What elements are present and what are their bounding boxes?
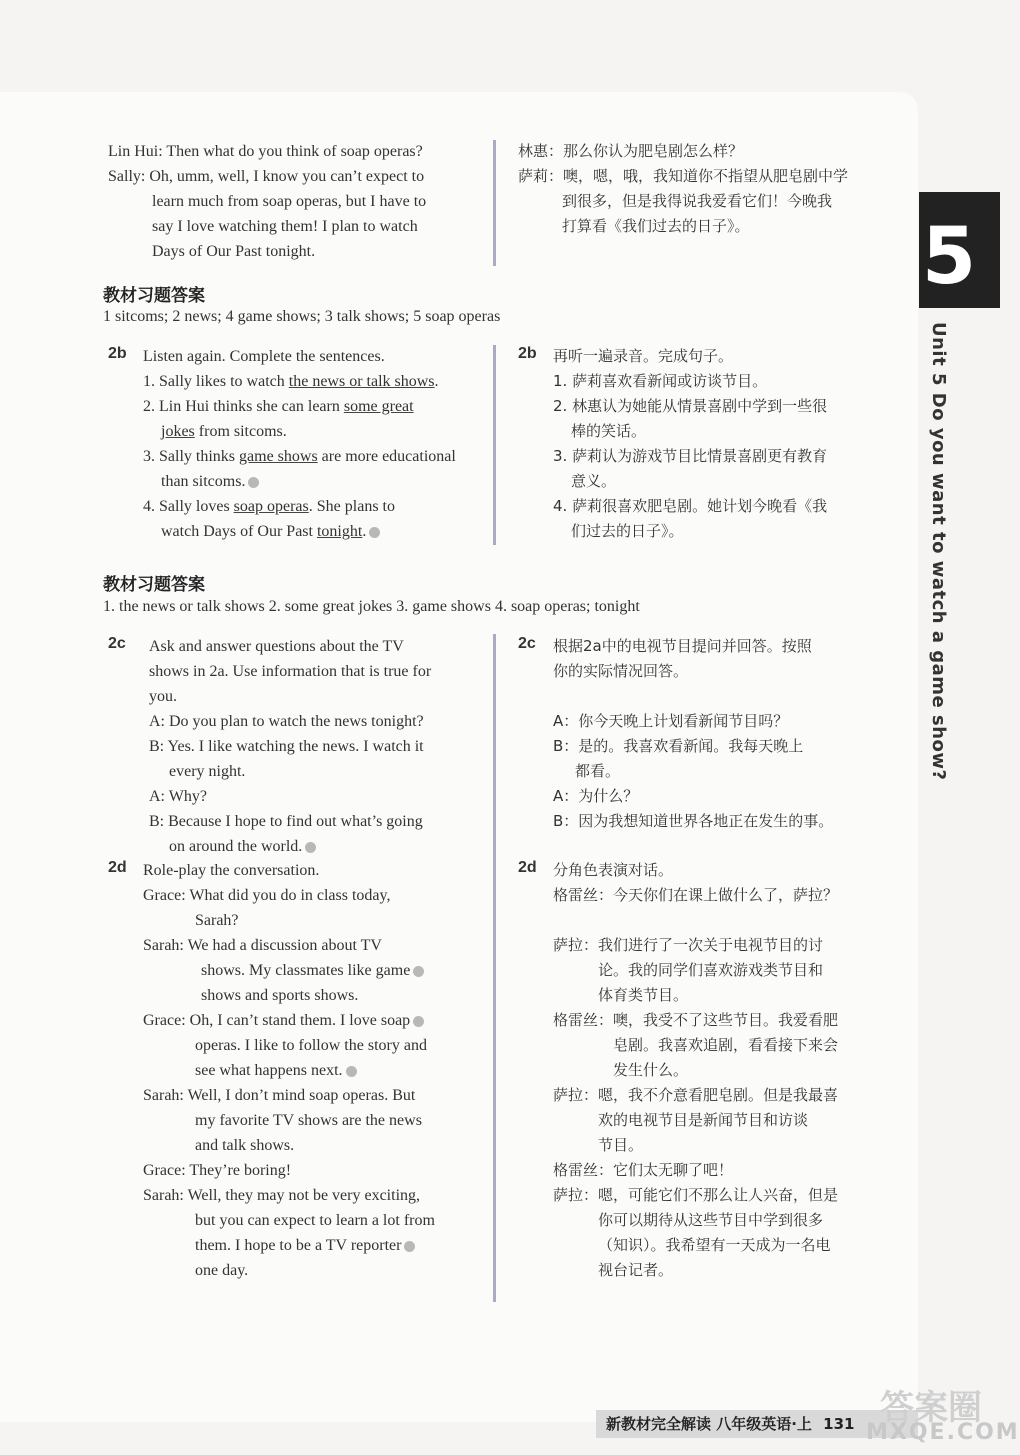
page-number: 131 bbox=[823, 1415, 855, 1433]
exercise-2d-zh: 分角色表演对话。 格雷丝：今天你们在课上做什么了，萨拉？ 萨拉：我们进行了一次关于电视节目的讨 论。我的同学们喜欢游戏类节目和 体育类节目。 格雷丝：噢，我受不了这些节目。我爱看肥 皂剧。我喜欢追剧，看看接下来会 发生什么。 萨拉：嗯，我不介意看肥皂剧。但是我最喜 欢的电视节目是新闻节目和访谈 节目。 格雷丝：它们太无聊了吧！ 萨拉：嗯，可能它们不那么让人兴奋，但是 你可以期待从这些节目中学到很多 （知识）。我希望有一天成为一名电 视台记者。 bbox=[553, 861, 839, 1279]
column-divider bbox=[493, 140, 496, 266]
answers-title: 教材习题答案 bbox=[103, 575, 205, 595]
top-dialogue-en: Lin Hui: Then what do you think of soap operas? Sally: Oh, umm, well, I know you can’t expect to learn much from soap operas, but I have to say I love watching them! I plan to watch Days of Our Past tonight. bbox=[108, 143, 427, 260]
answers-text: 1. the news or talk shows 2. some great jokes 3. game shows 4. soap operas; tonight bbox=[103, 598, 640, 615]
exercise-number: 2b bbox=[108, 345, 127, 362]
answers-text: 1 sitcoms; 2 news; 4 game shows; 3 talk shows; 5 soap operas bbox=[103, 308, 501, 325]
note-marker-icon bbox=[346, 1066, 357, 1077]
footer-text: 新教材完全解读 八年级英语·上 131 bbox=[606, 1415, 855, 1433]
exercise-number: 2d bbox=[108, 859, 127, 876]
exercise-2b-en: Listen again. Complete the sentences. 1. Sally likes to watch the news or talk shows. 2. Lin Hui thinks she can learn some great jokes from sitcoms. 3. Sally thinks game shows are more educational than sitcoms. 4. Sally loves soap operas. She plans to watch Days of Our Past tonight. bbox=[143, 348, 456, 540]
unit-number: 5 bbox=[921, 212, 977, 302]
note-marker-icon bbox=[413, 966, 424, 977]
exercise-2b-zh: 再听一遍录音。完成句子。 1. 萨莉喜欢看新闻或访谈节目。 2. 林惠认为她能从情景喜剧中学到一些很 棒的笑话。 3. 萨莉认为游戏节目比情景喜剧更有教育 意义。 4. 萨莉很喜欢肥皂剧。她计划今晚看《我 们过去的日子》。 bbox=[553, 347, 828, 540]
note-marker-icon bbox=[305, 842, 316, 853]
column-divider bbox=[493, 634, 496, 1302]
note-marker-icon bbox=[248, 477, 259, 488]
note-marker-icon bbox=[413, 1016, 424, 1027]
top-dialogue-zh: 林惠：那么你认为肥皂剧怎么样？ 萨莉：噢，嗯，哦，我知道你不指望从肥皂剧中学 到很多，但是我得说我爱看它们！今晚我 打算看《我们过去的日子》。 bbox=[518, 142, 849, 235]
note-marker-icon bbox=[369, 527, 380, 538]
exercise-2c-en: Ask and answer questions about the TV shows in 2a. Use information that is true for you. A: Do you plan to watch the news tonight? B: Yes. I like watching the news. I watch it every night. A: Why? B: Because I hope to find out what’s going on around the world. bbox=[149, 638, 432, 855]
exercise-number: 2c bbox=[518, 635, 536, 652]
answers-title: 教材习题答案 bbox=[103, 286, 205, 306]
exercise-number: 2b bbox=[518, 345, 537, 362]
exercise-number: 2d bbox=[518, 859, 537, 876]
watermark: 答案圈 bbox=[880, 1388, 982, 1428]
exercise-2c-zh: 根据2a中的电视节目提问并回答。按照 你的实际情况回答。 A：你今天晚上计划看新闻节目吗？ B：是的。我喜欢看新闻。我每天晚上 都看。 A：为什么？ B：因为我想知道世界各地正在发生的事。 bbox=[553, 637, 834, 830]
watermark-url: MXQE.COM bbox=[866, 1420, 1020, 1445]
exercise-2d-en: Role-play the conversation. Grace: What did you do in class today, Sarah? Sarah: We had a discussion about TV shows. My classmates like game shows and sports shows. Grace: Oh, I can’t stand them. I love soap operas. I like to follow the story and see what happens next. Sarah: Well, I don’t mind soap operas. But my favorite TV shows are the news and talk shows. Grace: They’re boring! Sarah: Well, they may not be very exciting, but you can expect to learn a lot from them. I hope to be a TV reporter one day. bbox=[143, 862, 435, 1279]
unit-title: Unit 5 Do you want to watch a game show? bbox=[928, 322, 949, 781]
note-marker-icon bbox=[404, 1241, 415, 1252]
column-divider bbox=[493, 345, 496, 545]
exercise-number: 2c bbox=[108, 635, 126, 652]
